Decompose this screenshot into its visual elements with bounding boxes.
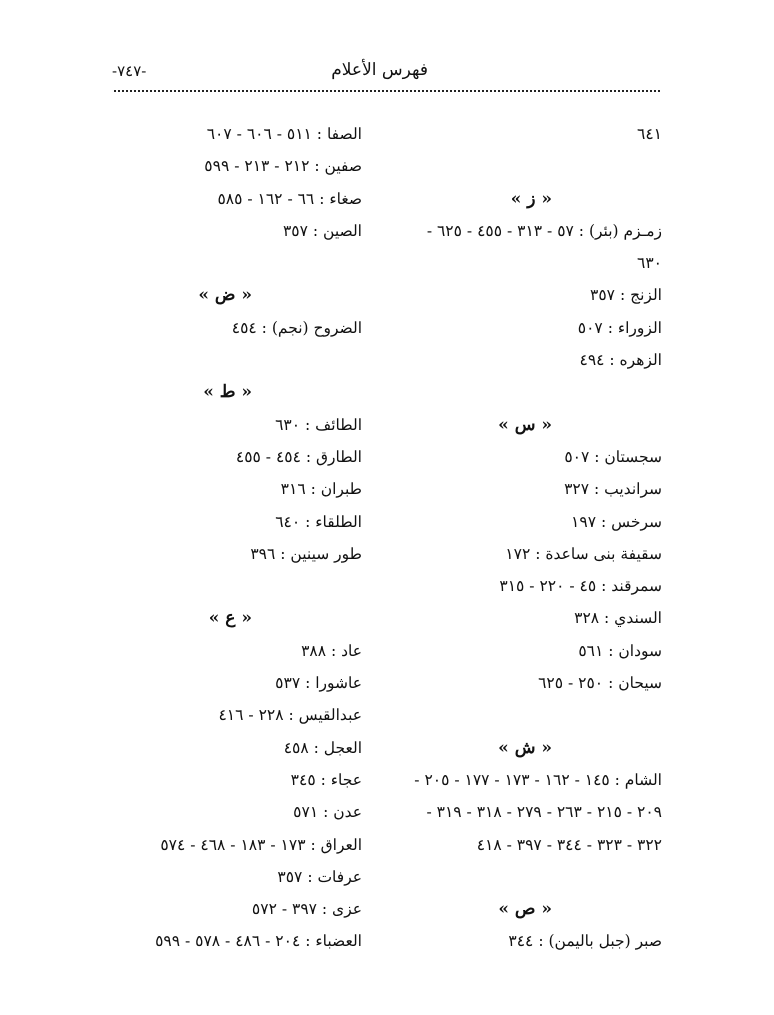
- index-entry: الضروح (نجم) : ٤٥٤: [231, 318, 362, 337]
- section-letter-heading: « س »: [498, 414, 552, 435]
- blank-line: [92, 570, 362, 602]
- index-entry: سرانديب : ٣٢٧: [564, 480, 662, 499]
- index-entry: سجستان : ٥٠٧: [564, 447, 662, 466]
- blank-line: [387, 861, 662, 893]
- index-entry: الزهره : ٤٩٤: [579, 351, 662, 370]
- section-letter-heading: « ط »: [203, 382, 252, 403]
- index-entry: الصين : ٣٥٧: [282, 221, 362, 240]
- index-entry: الشام : ١٤٥ - ١٦٢ - ١٧٣ - ١٧٧ - ٢٠٥ -: [414, 770, 662, 789]
- blank-line: [387, 150, 662, 182]
- index-entry: ٣٢٢ - ٣٢٣ - ٣٤٤ - ٣٩٧ - ٤١٨: [476, 835, 662, 854]
- index-entry: سقيفة بنى ساعدة : ١٧٢: [505, 544, 662, 563]
- page-number: -٧٤٧-: [112, 62, 147, 80]
- index-entry: العجل : ٤٥٨: [283, 738, 362, 757]
- index-entry: الزوراء : ٥٠٧: [577, 318, 662, 337]
- section-letter-heading: « ص »: [498, 899, 552, 920]
- index-entry: عرفات : ٣٥٧: [277, 867, 362, 886]
- index-entry: ٦٣٠: [637, 254, 662, 273]
- index-entry: الزنج : ٣٥٧: [590, 286, 662, 305]
- index-entry: السندي : ٣٢٨: [574, 609, 662, 628]
- section-letter-heading: « ض »: [198, 285, 252, 306]
- index-entry: صغاء : ٦٦ - ١٦٢ - ٥٨٥: [217, 189, 362, 208]
- blank-line: [92, 247, 362, 279]
- index-entry: عاد : ٣٨٨: [301, 641, 362, 660]
- index-entry: سرخس : ١٩٧: [571, 512, 662, 531]
- index-entry: الطائف : ٦٣٠: [275, 415, 362, 434]
- index-entry: العراق : ١٧٣ - ١٨٣ - ٤٦٨ - ٥٧٤: [160, 835, 362, 854]
- index-entry: طور سينين : ٣٩٦: [250, 544, 362, 563]
- page-header: [112, 58, 660, 88]
- index-entry: عزى : ٣٩٧ - ٥٧٢: [251, 900, 362, 919]
- index-entry: سمرقند : ٤٥ - ٢٢٠ - ٣١٥: [499, 577, 662, 596]
- index-entry: ٦٤١: [637, 125, 662, 143]
- index-entry: عاشورا : ٥٣٧: [275, 674, 362, 693]
- section-letter-heading: « ز »: [510, 188, 552, 209]
- page-title: فهرس الأعلام: [331, 60, 428, 80]
- dotted-divider: [114, 90, 660, 92]
- index-entry: طبران : ٣١٦: [280, 480, 362, 499]
- right-column: [387, 118, 662, 958]
- index-entry: صفين : ٢١٢ - ٢١٣ - ٥٩٩: [204, 157, 362, 176]
- index-entry: العضباء : ٢٠٤ - ٤٨٦ - ٥٧٨ - ٥٩٩: [155, 932, 362, 951]
- blank-line: [387, 376, 662, 408]
- index-entry: عبدالقيس : ٢٢٨ - ٤١٦: [218, 706, 362, 725]
- index-entry: سيحان : ٢٥٠ - ٦٢٥: [538, 674, 662, 693]
- blank-line: [387, 699, 662, 731]
- index-entry: الطلقاء : ٦٤٠: [275, 512, 362, 531]
- index-entry: الصفا : ٥١١ - ٦٠٦ - ٦٠٧: [206, 125, 362, 143]
- left-column: [92, 118, 362, 958]
- section-letter-heading: « ع »: [208, 608, 252, 629]
- index-entry: سودان : ٥٦١: [578, 641, 662, 660]
- index-entry: ٢٠٩ - ٢١٥ - ٢٦٣ - ٢٧٩ - ٣١٨ - ٣١٩ -: [426, 803, 662, 822]
- index-entry: عجاء : ٣٤٥: [290, 770, 362, 789]
- index-entry: الطارق : ٤٥٤ - ٤٥٥: [235, 447, 362, 466]
- index-entry: صبر (جبل باليمن) : ٣٤٤: [508, 932, 662, 951]
- index-entry: زمـزم (بئر) : ٥٧ - ٣١٣ - ٤٥٥ - ٦٢٥ -: [426, 221, 662, 240]
- index-entry: عدن : ٥٧١: [293, 803, 362, 822]
- section-letter-heading: « ش »: [498, 737, 552, 758]
- blank-line: [92, 344, 362, 376]
